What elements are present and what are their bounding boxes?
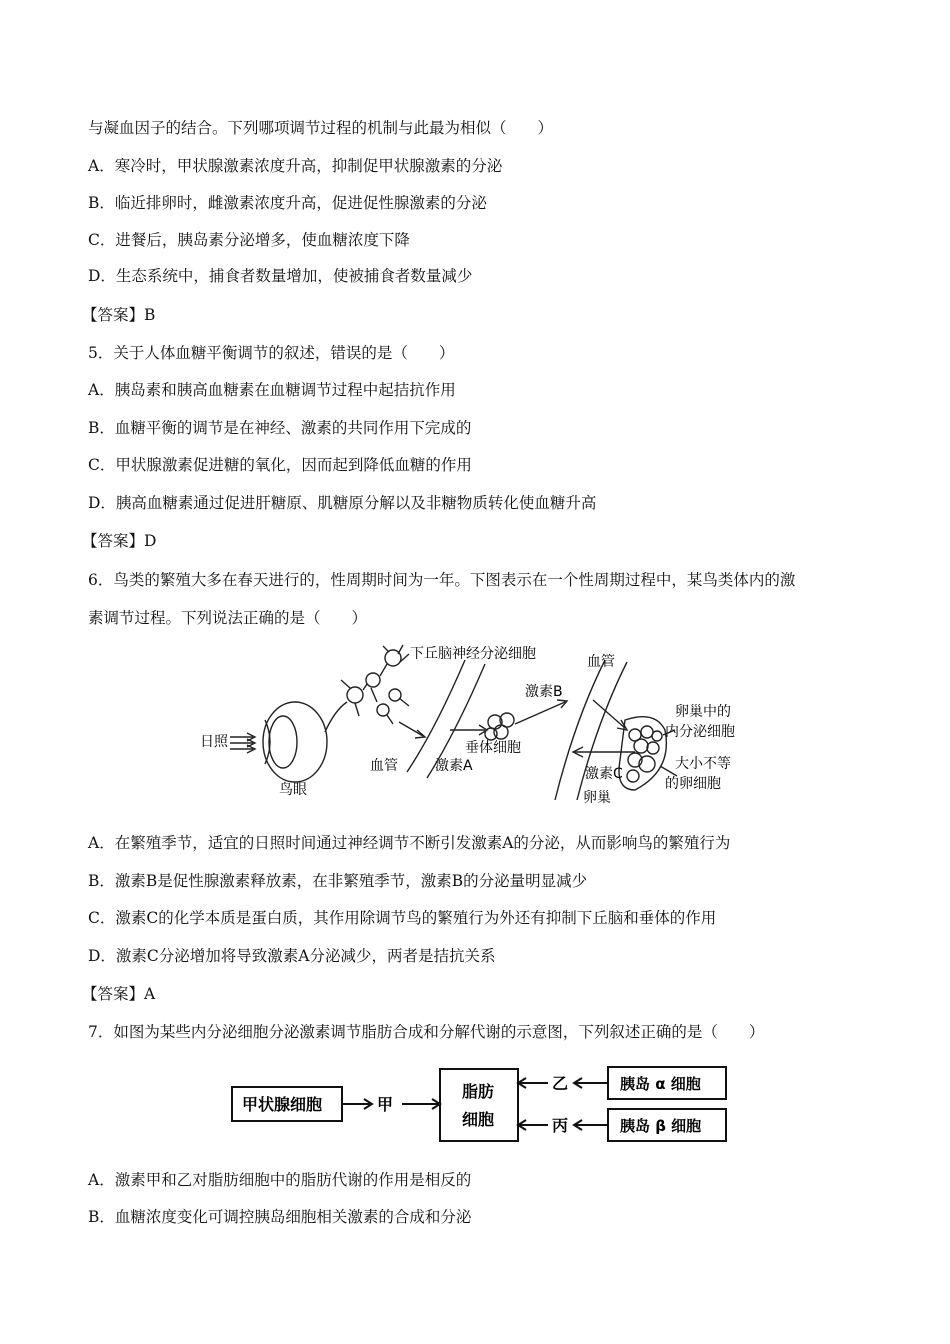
answer: 【答案】D	[82, 532, 157, 550]
option-d: D．生态系统中，捕食者数量增加，使被捕食者数量减少	[88, 267, 473, 285]
option-c: C．进餐后，胰岛素分泌增多，使血糖浓度下降	[88, 231, 410, 249]
box-alpha: 胰岛 α 细胞	[620, 1075, 701, 1093]
label-sunlight: 日照	[200, 734, 228, 750]
option-b: B．激素B是促性腺激素释放素，在非繁殖季节，激素B的分泌量明显减少	[88, 872, 588, 890]
box-fat-1: 脂肪	[462, 1082, 495, 1101]
label-jia: 甲	[377, 1095, 394, 1114]
fat-metabolism-diagram	[230, 1065, 730, 1145]
box-thyroid: 甲状腺细胞	[242, 1095, 323, 1114]
option-c: C．甲状腺激素促进糖的氧化，因而起到降低血糖的作用	[88, 456, 472, 474]
label-ovary-cells-2: 内分泌细胞	[665, 724, 735, 740]
label-ovary: 卵巢	[583, 790, 611, 806]
option-a: A．胰岛素和胰高血糖素在血糖调节过程中起拮抗作用	[88, 381, 456, 399]
label-hormone-a: 激素A	[435, 758, 473, 774]
label-vessel-2: 血管	[587, 654, 615, 670]
label-hormone-c: 激素C	[585, 766, 623, 782]
box-beta: 胰岛 β 细胞	[620, 1117, 702, 1135]
answer: 【答案】A	[82, 985, 156, 1003]
option-b: B．血糖平衡的调节是在神经、激素的共同作用下完成的	[88, 419, 472, 437]
label-hormone-b: 激素B	[525, 684, 563, 700]
option-b: B．血糖浓度变化可调控胰岛细胞相关激素的合成和分泌	[88, 1208, 472, 1226]
label-eggs-2: 的卵细胞	[665, 776, 721, 792]
question-6: 6．鸟类的繁殖大多在春天进行的，性周期时间为一年。下图表示在一个性周期过程中，某鸟类体内的激	[88, 571, 796, 589]
option-a: A．激素甲和乙对脂肪细胞中的脂肪代谢的作用是相反的	[88, 1171, 472, 1189]
label-bing: 丙	[552, 1116, 569, 1135]
option-b: B．临近排卵时，雌激素浓度升高，促进促性腺激素的分泌	[88, 194, 487, 212]
label-pituitary: 垂体细胞	[465, 740, 521, 756]
question-5: 5．关于人体血糖平衡调节的叙述，错误的是（ ）	[88, 344, 455, 362]
box-fat-2: 细胞	[462, 1110, 495, 1129]
option-a: A．在繁殖季节，适宜的日照时间通过神经调节不断引发激素A的分泌，从而影响鸟的繁殖行为	[88, 834, 731, 852]
label-bird-eye: 鸟眼	[279, 782, 307, 798]
bird-hormone-diagram	[195, 640, 775, 810]
answer: 【答案】B	[82, 306, 156, 324]
label-hypothalamus: 下丘脑神经分泌细胞	[410, 646, 536, 662]
option-a: A．寒冷时，甲状腺激素浓度升高，抑制促甲状腺激素的分泌	[88, 157, 503, 175]
label-yi: 乙	[552, 1074, 569, 1093]
label-ovary-cells-1: 卵巢中的	[675, 704, 731, 720]
option-d: D．胰高血糖素通过促进肝糖原、肌糖原分解以及非糖物质转化使血糖升高	[88, 494, 597, 512]
label-eggs-1: 大小不等	[675, 756, 731, 772]
option-c: C．激素C的化学本质是蛋白质，其作用除调节鸟的繁殖行为外还有抑制下丘脑和垂体的作用	[88, 909, 717, 927]
option-d: D．激素C分泌增加将导致激素A分泌减少，两者是拮抗关系	[88, 947, 496, 965]
label-vessel-1: 血管	[370, 758, 398, 774]
question-6-cont: 素调节过程。下列说法正确的是（ ）	[88, 609, 368, 627]
text-line: 与凝血因子的结合。下列哪项调节过程的机制与此最为相似（ ）	[88, 119, 554, 137]
question-7: 7．如图为某些内分泌细胞分泌激素调节脂肪合成和分解代谢的示意图，下列叙述正确的是（ ）	[88, 1023, 765, 1041]
